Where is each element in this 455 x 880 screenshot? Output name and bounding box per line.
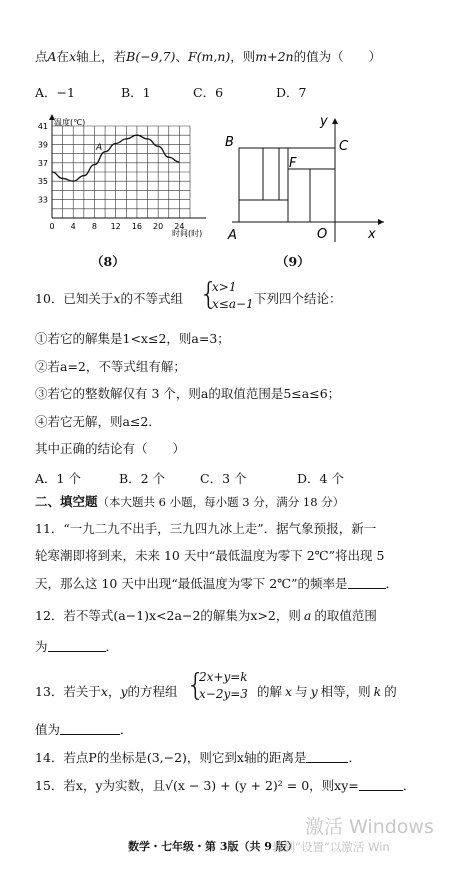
q10-brace: { xyxy=(199,277,219,312)
q13-comma: ， xyxy=(107,684,121,699)
q13-tail-and: 与 xyxy=(295,684,308,699)
q12-var: a xyxy=(303,608,312,623)
q14-end: ． xyxy=(348,750,361,765)
page-footer: 数学・七年级・第 3版（共 9 版） xyxy=(128,840,298,853)
chart-grid xyxy=(52,126,190,218)
chart-x-tick-label: 16 xyxy=(131,222,143,231)
figure-8-caption: （8） xyxy=(91,254,125,269)
q13-brace: { xyxy=(186,668,206,703)
chart-x-tick-label: 20 xyxy=(153,222,164,231)
chart-y-tick-label: 35 xyxy=(37,177,48,187)
rectangle-figure xyxy=(222,110,392,245)
q10-option-c: C．3 个 xyxy=(200,471,247,486)
q12-line-1-text: 12．若不等式(a−1)x<2a−2的解集为x>2，则 xyxy=(35,608,301,623)
q13-tail-var-k: k xyxy=(373,684,382,699)
q-top-option-d: D．7 xyxy=(276,85,307,100)
chart-tick-labels xyxy=(38,122,185,231)
chart-x-tick-label: 0 xyxy=(49,222,55,231)
q11-answer-blank[interactable] xyxy=(348,576,386,589)
q10-system-line-1: x>1 xyxy=(212,280,237,294)
chart-x-tick-label: 24 xyxy=(174,222,185,231)
q13-tail-end: 的 xyxy=(384,684,397,699)
label-o: O xyxy=(317,227,328,242)
q-top-text-g: 、 xyxy=(175,49,188,64)
q11-line-3 xyxy=(35,576,398,592)
chart-x-tick-label: 12 xyxy=(110,222,121,231)
label-y: y xyxy=(320,114,328,129)
q15-answer-blank[interactable] xyxy=(359,778,403,791)
q10-item-3: ③若它的整数解仅有 3 个，则a的取值范围是5≤a≤6； xyxy=(35,386,341,401)
q10-lead-text: 10．已知关于 xyxy=(35,291,114,306)
section-title: 二、填空题 xyxy=(35,494,98,509)
q13-system xyxy=(199,669,248,703)
q-top-var-x: x xyxy=(69,49,77,64)
q-top-text-a: 点 xyxy=(35,49,48,64)
q13-tail-var-y: y xyxy=(310,684,318,699)
q15-end: ． xyxy=(402,778,416,793)
q15 xyxy=(35,778,415,794)
chart-x-tick-label: 8 xyxy=(91,222,98,231)
q13-end: ． xyxy=(120,722,133,737)
q10-option-b: B．2 个 xyxy=(119,471,166,486)
q15-text: 15．若x，y为实数，且√(x − 3) + (y + 2)² = 0，则xy= xyxy=(35,778,359,793)
q13-lead: 13．若关于 xyxy=(35,684,101,699)
q12-line-2-text: 为 xyxy=(35,639,48,654)
q13-line-2 xyxy=(35,722,133,738)
temperature-chart xyxy=(30,112,220,242)
q10-ask: 其中正确的结论有（ ） xyxy=(35,441,186,456)
chart-axes xyxy=(49,114,206,218)
q10-item-1: ①若它的解集是1<x≤2，则a=3； xyxy=(35,331,230,346)
q13-tail-var-x: x xyxy=(285,684,293,699)
outer-rectangle xyxy=(239,148,335,222)
q13-system-line-2: x−2y=3 xyxy=(199,687,248,701)
chart-y-axis-label: 温度(℃) xyxy=(54,118,86,127)
q10-item-4: ④若它无解，则a≤2． xyxy=(35,414,161,429)
q14-answer-blank[interactable] xyxy=(306,750,348,763)
q13-tail xyxy=(257,684,397,700)
q11-end: ． xyxy=(385,576,399,591)
q13-line-2-text: 值为 xyxy=(35,722,61,737)
q10-lead xyxy=(35,291,183,307)
chart-x-tick-label: 4 xyxy=(70,222,76,231)
label-a: A xyxy=(228,228,237,243)
q13-line-1 xyxy=(35,684,178,700)
q10-var: x xyxy=(113,291,121,306)
chart-y-tick-label: 37 xyxy=(37,158,48,168)
q-top-text-c: 在 xyxy=(56,49,70,64)
q10-item-2: ②若a=2，不等式组有解； xyxy=(35,359,186,374)
q10-option-d: D．4 个 xyxy=(297,471,344,486)
q14-text: 14．若点P的坐标是(3,−2)，则它到x轴的距离是 xyxy=(35,750,307,765)
section-header xyxy=(35,494,344,510)
q10-mid-text: 的不等式组 xyxy=(120,291,183,306)
label-x: x xyxy=(368,227,376,242)
label-f: F xyxy=(289,156,297,171)
q12-line-2 xyxy=(35,639,118,655)
q11-line-3-text: 天，那么这 10 天中出现“最低温度为零下 2℃”的频率是 xyxy=(35,576,348,591)
chart-y-tick-label: 33 xyxy=(37,195,48,205)
windows-activation-title: 激活 Windows xyxy=(305,816,434,838)
q11-line-2: 轮寒潮即将到来，未来 10 天中“最低温度为零下 2℃”将出现 5 xyxy=(35,548,385,563)
q-top-point-b: B(−9,7) xyxy=(126,49,176,64)
q12-line-1-tail: 的取值范围 xyxy=(314,608,377,623)
q13-system-line-1: 2x+y=k xyxy=(199,670,248,684)
q-top-text-i: ，则 xyxy=(230,49,256,64)
chart-point-a-label: A xyxy=(96,143,103,153)
q13-tail-1: 的解 xyxy=(257,684,283,699)
q13-tail-equal: 相等，则 xyxy=(320,684,371,699)
q12-answer-blank[interactable] xyxy=(48,639,106,652)
q-top-option-b: B．1 xyxy=(121,85,151,100)
q-top-text-k: 的值为（ ） xyxy=(293,49,382,64)
q-top-expr: m+2n xyxy=(255,49,294,64)
label-b: B xyxy=(225,135,234,150)
q-top-text-e: 轴上，若 xyxy=(76,49,127,64)
windows-activation-subtitle: 转到“设置”以激活 Win xyxy=(272,840,390,854)
q12-line-1 xyxy=(35,608,377,624)
figure-9-caption: （9） xyxy=(276,254,310,269)
q14 xyxy=(35,750,361,766)
q-top-option-c: C．6 xyxy=(193,85,224,100)
chart-x-axis-label: 时间(时) xyxy=(172,229,203,238)
q10-system-line-2: x≤a−1 xyxy=(212,297,254,311)
q10-tail: 下列四个结论： xyxy=(254,291,342,306)
q13-var-x: x xyxy=(100,684,108,699)
q-top-point-f: F(m,n) xyxy=(187,49,231,64)
section-note: （本大题共 6 小题，每小题 3 分，满分 18 分） xyxy=(97,495,345,509)
q-top-point-a: A xyxy=(47,49,57,64)
question-top xyxy=(35,49,381,65)
q13-answer-blank[interactable] xyxy=(60,722,120,735)
q10-option-a: A．1 个 xyxy=(35,471,81,486)
q10-system xyxy=(212,279,254,313)
q13-var-y: y xyxy=(120,684,128,699)
chart-y-tick-label: 41 xyxy=(37,122,48,131)
q-top-option-a: A．−1 xyxy=(35,85,75,100)
x-axis-arrow xyxy=(378,219,384,225)
label-c: C xyxy=(339,139,349,154)
q13-mid: 的方程组 xyxy=(127,684,178,699)
y-axis-arrow xyxy=(332,118,338,124)
q11-line-1: 11．“一九二九不出手，三九四九冰上走”．据气象预报，新一 xyxy=(35,521,377,536)
chart-y-tick-label: 39 xyxy=(37,140,48,150)
q12-end: ． xyxy=(105,639,119,654)
